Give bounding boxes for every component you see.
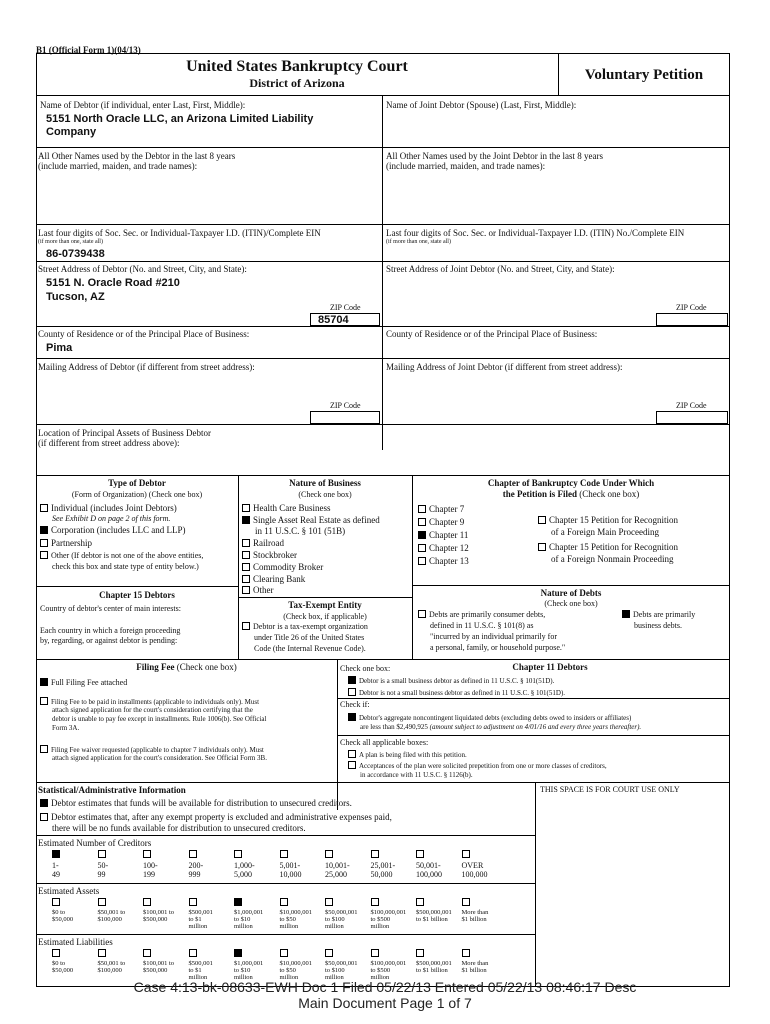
other-business-label: Other: [253, 585, 274, 595]
assets-option-label: $50,000,001: [325, 909, 358, 916]
creditors-checkbox[interactable]: [280, 850, 288, 858]
filing-fee-title: Filing Fee: [136, 662, 175, 672]
debtor-name-line2: Company: [46, 126, 97, 138]
assets-checkbox[interactable]: [416, 898, 424, 906]
small-business-checkbox[interactable]: [348, 676, 356, 684]
assets-option: [371, 898, 407, 930]
location-label: Location of Principal Assets of Business Debtor: [38, 428, 211, 438]
full-fee-label: Full Filing Fee attached: [51, 678, 128, 687]
other-entity-note: check this box and state type of entity below.): [52, 562, 199, 571]
debtor-name: 5151 North Oracle LLC, an Arizona Limited Liability: [46, 113, 314, 125]
chapter-11-checkbox[interactable]: [418, 531, 426, 539]
assets-checkbox[interactable]: [462, 898, 470, 906]
installments-l3: debtor is unable to pay fee except in installments. Rule 1006(b). See Official: [52, 715, 267, 723]
aggregate-debts-amount: are less than $2,490,925: [360, 723, 428, 731]
aggregate-debts-checkbox[interactable]: [348, 713, 356, 721]
ch15-country-label: Country of debtor's center of main interests:: [40, 604, 181, 613]
assets-option-label: $0 to: [52, 909, 66, 916]
assets-option-label: $100,000: [97, 916, 122, 923]
installments-label: Filing Fee to be paid in installments (applicable to individuals only). Must: [51, 698, 260, 706]
corporation-label: Corporation (includes LLC and LLP): [51, 525, 186, 535]
type-of-debtor-sub: (Form of Organization) (Check one box): [71, 490, 203, 499]
assets-option-label: to $10: [234, 916, 251, 923]
assets-checkbox[interactable]: [234, 898, 242, 906]
ch11-check-all: Check all applicable boxes:: [340, 738, 429, 747]
partnership-label: Partnership: [51, 538, 92, 548]
stockbroker-label: Stockbroker: [253, 550, 297, 560]
assets-option: [416, 898, 452, 923]
assets-option-label: to $1: [188, 916, 202, 923]
creditors-option-label: 10,001-: [325, 861, 350, 870]
not-small-business-checkbox[interactable]: [348, 688, 356, 696]
liabilities-option-label: $500,000,001: [416, 960, 452, 967]
court-use-only: THIS SPACE IS FOR COURT USE ONLY: [540, 785, 680, 794]
creditors-option-label: 100,000: [416, 870, 442, 879]
assets-option: [234, 898, 263, 930]
joint-street-label: Street Address of Joint Debtor (No. and Street, City, and State):: [386, 264, 615, 274]
divider: [36, 659, 730, 660]
exhibit-d-note: See Exhibit D on page 2 of this form.: [52, 514, 171, 523]
business-debts-checkbox[interactable]: [622, 610, 630, 618]
joint-name-label: Name of Joint Debtor (Spouse) (Last, First, Middle):: [386, 100, 577, 110]
ch15-debtors-title: Chapter 15 Debtors: [99, 590, 175, 600]
creditors-option: [280, 850, 302, 879]
liabilities-option-label: to $1 billion: [416, 967, 448, 974]
joint-zip-label: ZIP Code: [676, 303, 707, 312]
creditors-checkbox[interactable]: [189, 850, 197, 858]
divider: [36, 424, 730, 425]
liabilities-checkbox[interactable]: [143, 949, 151, 957]
creditors-checkbox[interactable]: [325, 850, 333, 858]
debtor-name-label: Name of Debtor (if individual, enter Last, First, Middle):: [40, 100, 246, 110]
other-entity-checkbox[interactable]: [40, 551, 48, 559]
joint-ein-label: Last four digits of Soc. Sec. or Individual-Taxpayer I.D. (ITIN) No./Complete EIN: [386, 228, 685, 238]
single-asset-def: in 11 U.S.C. § 101 (51B): [255, 526, 346, 536]
installments-l4: Form 3A.: [52, 724, 80, 732]
liabilities-option-label: to $500: [370, 967, 391, 974]
tax-exempt-l3: Code (the Internal Revenue Code).: [254, 644, 366, 653]
creditors-option-label: 1,000-: [234, 861, 255, 870]
court-name: United States Bankruptcy Court: [186, 58, 408, 75]
nature-of-business-sub: (Check one box): [298, 490, 352, 499]
nature-of-business-title: Nature of Business: [289, 478, 361, 488]
consumer-debts-checkbox[interactable]: [418, 610, 426, 618]
divider: [36, 358, 730, 359]
ch11-debtors-title: Chapter 11 Debtors: [512, 662, 588, 672]
liabilities-option: [52, 949, 73, 974]
clearing-bank-checkbox[interactable]: [242, 575, 250, 583]
installments-l2: attach signed application for the court's consideration certifying that the: [52, 706, 253, 714]
assets-option-label: More than: [461, 909, 489, 916]
liabilities-checkbox[interactable]: [462, 949, 470, 957]
nature-of-debts-title: Nature of Debts: [540, 588, 602, 598]
divider: [238, 475, 239, 659]
liabilities-checkbox[interactable]: [371, 949, 379, 957]
installments-checkbox[interactable]: [40, 697, 48, 705]
location-sub: (if different from street address above):: [38, 438, 180, 448]
funds-available-label: Debtor estimates that funds will be available for distribution to unsecured creditors.: [51, 798, 352, 808]
liabilities-option: [280, 949, 313, 981]
consumer-debts-l2: defined in 11 U.S.C. § 101(8) as: [430, 621, 534, 630]
mailing-label: Mailing Address of Debtor (if different from street address):: [38, 362, 255, 372]
commodity-broker-label: Commodity Broker: [253, 562, 324, 572]
liabilities-option-label: million: [370, 974, 390, 981]
liabilities-option-label: More than: [461, 960, 489, 967]
liabilities-option-label: million: [279, 974, 299, 981]
joint-ein-sub: (if more than one, state all): [386, 239, 451, 245]
creditors-option-label: 5,000: [234, 870, 252, 879]
assets-option: [189, 898, 213, 930]
tax-exempt-label: Debtor is a tax-exempt organization: [253, 622, 368, 631]
assets-option-label: $500,000: [143, 916, 168, 923]
liabilities-checkbox[interactable]: [234, 949, 242, 957]
divider: [36, 326, 730, 327]
divider: [36, 934, 535, 935]
assets-option: [280, 898, 313, 930]
liabilities-option-label: $100,001 to: [143, 960, 175, 967]
health-care-checkbox[interactable]: [242, 504, 250, 512]
creditors-option-label: 199: [143, 870, 155, 879]
other-entity-label: Other (If debtor is not one of the above entities,: [51, 551, 204, 560]
chapter-9-label: Chapter 9: [429, 517, 465, 527]
debtor-city: Tucson, AZ: [46, 291, 105, 303]
partnership-checkbox[interactable]: [40, 539, 48, 547]
aggregate-debts-label: Debtor's aggregate noncontingent liquidated debts (excluding debts owed to insiders or affiliates): [359, 714, 632, 722]
nature-of-debts-sub: (Check one box): [544, 599, 598, 608]
other-names-label: All Other Names used by the Debtor in the last 8 years: [38, 151, 236, 161]
liabilities-option-label: $0 to: [52, 960, 66, 967]
county-label: County of Residence or of the Principal Place of Business:: [38, 329, 250, 339]
individual-checkbox[interactable]: [40, 504, 48, 512]
creditors-checkbox[interactable]: [371, 850, 379, 858]
assets-option: [462, 898, 489, 923]
liabilities-checkbox[interactable]: [52, 949, 60, 957]
joint-mailing-label: Mailing Address of Joint Debtor (if different from street address):: [386, 362, 623, 372]
business-debts-l2: business debts.: [634, 621, 682, 630]
liabilities-option: [143, 949, 174, 974]
divider: [337, 735, 730, 736]
divider: [36, 782, 730, 783]
divider: [535, 782, 536, 987]
divider: [36, 475, 730, 476]
joint-zip-box: [656, 313, 728, 326]
plan-filed-label: A plan is being filed with this petition.: [359, 751, 467, 759]
plan-filed-checkbox[interactable]: [348, 750, 356, 758]
acceptances-l2: in accordance with 11 U.S.C. § 1126(b).: [360, 771, 473, 779]
single-asset-label: Single Asset Real Estate as defined: [253, 515, 380, 525]
creditors-option: [52, 850, 60, 879]
divider: [412, 475, 413, 659]
liabilities-option-label: $500,000: [143, 967, 168, 974]
creditors-checkbox[interactable]: [234, 850, 242, 858]
divider: [382, 95, 383, 450]
assets-checkbox[interactable]: [143, 898, 151, 906]
funds-available-checkbox[interactable]: [40, 799, 48, 807]
mailing-zip-box: [310, 411, 380, 424]
divider: [412, 585, 730, 586]
creditors-option: [98, 850, 109, 879]
creditors-option-label: 99: [97, 870, 106, 879]
creditors-option-label: 1-: [52, 861, 59, 870]
creditors-option-label: 100,000: [461, 870, 488, 879]
ch11-check-one: Check one box:: [340, 664, 391, 673]
chapter-7-checkbox[interactable]: [418, 505, 426, 513]
creditors-option-label: 50,001-: [416, 861, 441, 870]
assets-option-label: $100,000,001: [370, 909, 407, 916]
chapter-12-checkbox[interactable]: [418, 544, 426, 552]
fee-waiver-l2: attach signed application for the court's consideration. See Official Form 3B.: [52, 754, 267, 762]
creditors-checkbox[interactable]: [98, 850, 106, 858]
divider: [36, 224, 730, 225]
divider: [337, 698, 730, 699]
assets-option-label: $500,001: [188, 909, 213, 916]
creditors-option: [325, 850, 350, 879]
liabilities-option-label: $500,001: [188, 960, 213, 967]
assets-label: Estimated Assets: [38, 886, 100, 896]
joint-other-names-label: All Other Names used by the Joint Debtor in the last 8 years: [386, 151, 603, 161]
business-debts-label: Debts are primarily: [633, 610, 696, 619]
debtor-county: Pima: [46, 342, 73, 354]
chapter-15-main-label: Chapter 15 Petition for Recognition: [549, 515, 678, 525]
liabilities-option: [98, 949, 126, 974]
creditors-checkbox[interactable]: [143, 850, 151, 858]
assets-option-label: $100,001 to: [143, 909, 175, 916]
divider: [36, 261, 730, 262]
divider: [36, 95, 730, 96]
chapter-15-main-sub: of a Foreign Main Proceeding: [551, 527, 659, 537]
no-funds-label: Debtor estimates that, after any exempt property is excluded and administrative expenses paid,: [51, 812, 392, 822]
chapter-13-label: Chapter 13: [429, 556, 469, 566]
acceptances-label: Acceptances of the plan were solicited prepetition from one or more classes of creditors,: [359, 762, 607, 770]
fee-waiver-label: Filing Fee waiver requested (applicable to chapter 7 individuals only). Must: [51, 746, 264, 754]
divider: [36, 147, 730, 148]
assets-option-label: to $100: [325, 916, 345, 923]
liabilities-checkbox[interactable]: [98, 949, 106, 957]
chapter-12-label: Chapter 12: [429, 543, 469, 553]
debtor-zip: 85704: [318, 314, 349, 326]
debtor-ein: 86-0739438: [46, 248, 105, 260]
divider: [36, 835, 535, 836]
liabilities-option-label: $1 billion: [461, 967, 487, 974]
liabilities-option-label: $10,000,001: [279, 960, 312, 967]
creditors-option-label: 49: [52, 870, 60, 879]
mailing-zip-label: ZIP Code: [330, 401, 361, 410]
joint-mailing-zip-label: ZIP Code: [676, 401, 707, 410]
assets-checkbox[interactable]: [280, 898, 288, 906]
assets-checkbox[interactable]: [371, 898, 379, 906]
no-funds-l2: there will be no funds available for distribution to unsecured creditors.: [52, 823, 306, 833]
district-name: District of Arizona: [249, 76, 345, 90]
liabilities-option-label: $1,000,001: [234, 960, 264, 967]
chapter-15-nonmain-sub: of a Foreign Nonmain Proceeding: [551, 554, 674, 564]
full-fee-checkbox[interactable]: [40, 678, 48, 686]
liabilities-option: [189, 949, 213, 981]
ein-label: Last four digits of Soc. Sec. or Individual-Taxpayer I.D. (ITIN)/Complete EIN: [38, 228, 321, 238]
commodity-broker-checkbox[interactable]: [242, 563, 250, 571]
street-label: Street Address of Debtor (No. and Street, City, and State):: [38, 264, 247, 274]
liabilities-option-label: to $50: [279, 967, 296, 974]
creditors-option: [416, 850, 442, 879]
fee-waiver-checkbox[interactable]: [40, 745, 48, 753]
liabilities-option-label: to $1: [188, 967, 202, 974]
creditors-option: [462, 850, 488, 879]
corporation-checkbox[interactable]: [40, 526, 48, 534]
not-small-business-label: Debtor is not a small business debtor as defined in 11 U.S.C. § 101(51D).: [359, 689, 566, 697]
liabilities-checkbox[interactable]: [189, 949, 197, 957]
acceptances-checkbox[interactable]: [348, 761, 356, 769]
divider: [238, 597, 412, 598]
creditors-option-label: 25,001-: [370, 861, 396, 870]
liabilities-label: Estimated Liabilities: [38, 937, 113, 947]
creditors-option-label: 25,000: [325, 870, 347, 879]
creditors-option-label: 50-: [97, 861, 109, 870]
small-business-label: Debtor is a small business debtor as defined in 11 U.S.C. § 101(51D).: [359, 677, 555, 685]
type-of-debtor-title: Type of Debtor: [108, 478, 166, 488]
railroad-checkbox[interactable]: [242, 539, 250, 547]
no-funds-checkbox[interactable]: [40, 813, 48, 821]
assets-option: [143, 898, 174, 923]
single-asset-checkbox[interactable]: [242, 516, 250, 524]
liabilities-option-label: $100,000: [97, 967, 122, 974]
chapter-15-main-checkbox[interactable]: [538, 516, 546, 524]
chapter-7-label: Chapter 7: [429, 504, 465, 514]
assets-checkbox[interactable]: [98, 898, 106, 906]
tax-exempt-checkbox[interactable]: [242, 622, 250, 630]
creditors-option-label: 10,000: [279, 870, 302, 879]
assets-option-label: $10,000,001: [279, 909, 312, 916]
divider: [36, 883, 535, 884]
chapter-15-nonmain-label: Chapter 15 Petition for Recognition: [549, 542, 678, 552]
creditors-checkbox[interactable]: [52, 850, 60, 858]
health-care-label: Health Care Business: [253, 503, 331, 513]
assets-checkbox[interactable]: [189, 898, 197, 906]
consumer-debts-label: Debts are primarily consumer debts,: [429, 610, 546, 619]
liabilities-checkbox[interactable]: [416, 949, 424, 957]
assets-checkbox[interactable]: [325, 898, 333, 906]
liabilities-checkbox[interactable]: [325, 949, 333, 957]
aggregate-debts-note: (amount subject to adjustment on 4/01/16 and every three years thereafter).: [429, 723, 642, 731]
assets-option-label: million: [325, 923, 344, 930]
zip-label: ZIP Code: [330, 303, 361, 312]
liabilities-option: [462, 949, 489, 974]
assets-option-label: $500,000,001: [416, 909, 452, 916]
clearing-bank-label: Clearing Bank: [253, 574, 306, 584]
liabilities-option: [234, 949, 263, 981]
chapter-title-2: the Petition is Filed: [502, 489, 577, 499]
creditors-option: [234, 850, 255, 879]
debtor-street: 5151 N. Oracle Road #210: [46, 277, 180, 289]
consumer-debts-l4: a personal, family, or household purpose.": [430, 643, 566, 652]
consumer-debts-l3: "incurred by an individual primarily for: [430, 632, 558, 641]
railroad-label: Railroad: [253, 538, 284, 548]
form-code: B1 (Official Form 1)(04/13): [36, 45, 141, 55]
creditors-option: [143, 850, 158, 879]
liabilities-option-label: to $100: [325, 967, 345, 974]
chapter-13-checkbox[interactable]: [418, 557, 426, 565]
assets-option-label: million: [188, 923, 208, 930]
joint-county-label: County of Residence or of the Principal Place of Business:: [386, 329, 598, 339]
assets-option-label: million: [279, 923, 299, 930]
other-names-sub: (include married, maiden, and trade names):: [38, 161, 198, 171]
filing-fee-sub: (Check one box): [176, 662, 237, 672]
tax-exempt-title: Tax-Exempt Entity: [288, 600, 362, 610]
creditors-option-label: OVER: [461, 861, 484, 870]
chapter-sub: (Check one box): [579, 489, 640, 499]
liabilities-option-label: $50,000: [52, 967, 74, 974]
case-stamp: Case 4:13-bk-08633-EWH Doc 1 Filed 05/22/13 Entered 05/22/13 08:46:17 Desc: [133, 979, 637, 995]
statistical-title: Statistical/Administrative Information: [38, 785, 186, 795]
assets-option: [325, 898, 358, 930]
other-business-checkbox[interactable]: [242, 586, 250, 594]
creditors-option-label: 50,000: [370, 870, 393, 879]
liabilities-option-label: million: [234, 974, 253, 981]
ch15-each-sub: by, regarding, or against debtor is pending:: [40, 636, 178, 645]
page-stamp: Main Document Page 1 of 7: [298, 995, 472, 1011]
creditors-option: [189, 850, 204, 879]
chapter-11-label: Chapter 11: [429, 530, 469, 540]
individual-label: Individual (includes Joint Debtors): [51, 503, 177, 513]
creditors-option-label: 999: [188, 870, 201, 879]
assets-option-label: million: [234, 923, 253, 930]
assets-option-label: $1,000,001: [234, 909, 264, 916]
assets-option-label: to $1 billion: [416, 916, 448, 923]
divider: [36, 586, 238, 587]
liabilities-option: [325, 949, 358, 981]
creditors-checkbox[interactable]: [462, 850, 470, 858]
stockbroker-checkbox[interactable]: [242, 551, 250, 559]
liabilities-option-label: $100,000,001: [370, 960, 407, 967]
petition-title: Voluntary Petition: [584, 67, 704, 83]
ch15-each-label: Each country in which a foreign proceeding: [40, 626, 181, 635]
liabilities-option: [416, 949, 452, 974]
assets-option: [52, 898, 73, 923]
tax-exempt-l2: under Title 26 of the United States: [254, 633, 365, 642]
creditors-label: Estimated Number of Creditors: [38, 838, 152, 848]
ch11-check-if: Check if:: [340, 700, 370, 709]
joint-mailing-zip-box: [656, 411, 728, 424]
liabilities-option-label: million: [325, 974, 344, 981]
liabilities-option-label: million: [188, 974, 208, 981]
liabilities-option: [371, 949, 407, 981]
assets-option-label: $50,001 to: [97, 909, 126, 916]
liabilities-checkbox[interactable]: [280, 949, 288, 957]
liabilities-option-label: to $10: [234, 967, 251, 974]
assets-option-label: $1 billion: [461, 916, 487, 923]
tax-exempt-sub: (Check box, if applicable): [283, 612, 367, 621]
joint-other-names-sub: (include married, maiden, and trade names):: [386, 161, 546, 171]
assets-option-label: million: [370, 923, 390, 930]
assets-option: [98, 898, 126, 923]
creditors-option: [371, 850, 396, 879]
liabilities-option-label: $50,000,001: [325, 960, 358, 967]
chapter-15-nonmain-checkbox[interactable]: [538, 543, 546, 551]
liabilities-option-label: $50,001 to: [97, 960, 126, 967]
ein-sub: (if more than one, state all): [38, 239, 103, 245]
assets-option-label: to $500: [370, 916, 391, 923]
assets-checkbox[interactable]: [52, 898, 60, 906]
assets-option-label: $50,000: [52, 916, 74, 923]
creditors-option-label: 5,001-: [279, 861, 301, 870]
creditors-option-label: 100-: [143, 861, 158, 870]
chapter-9-checkbox[interactable]: [418, 518, 426, 526]
assets-option-label: to $50: [279, 916, 296, 923]
chapter-title: Chapter of Bankruptcy Code Under Which: [487, 478, 655, 488]
creditors-checkbox[interactable]: [416, 850, 424, 858]
creditors-option-label: 200-: [188, 861, 204, 870]
